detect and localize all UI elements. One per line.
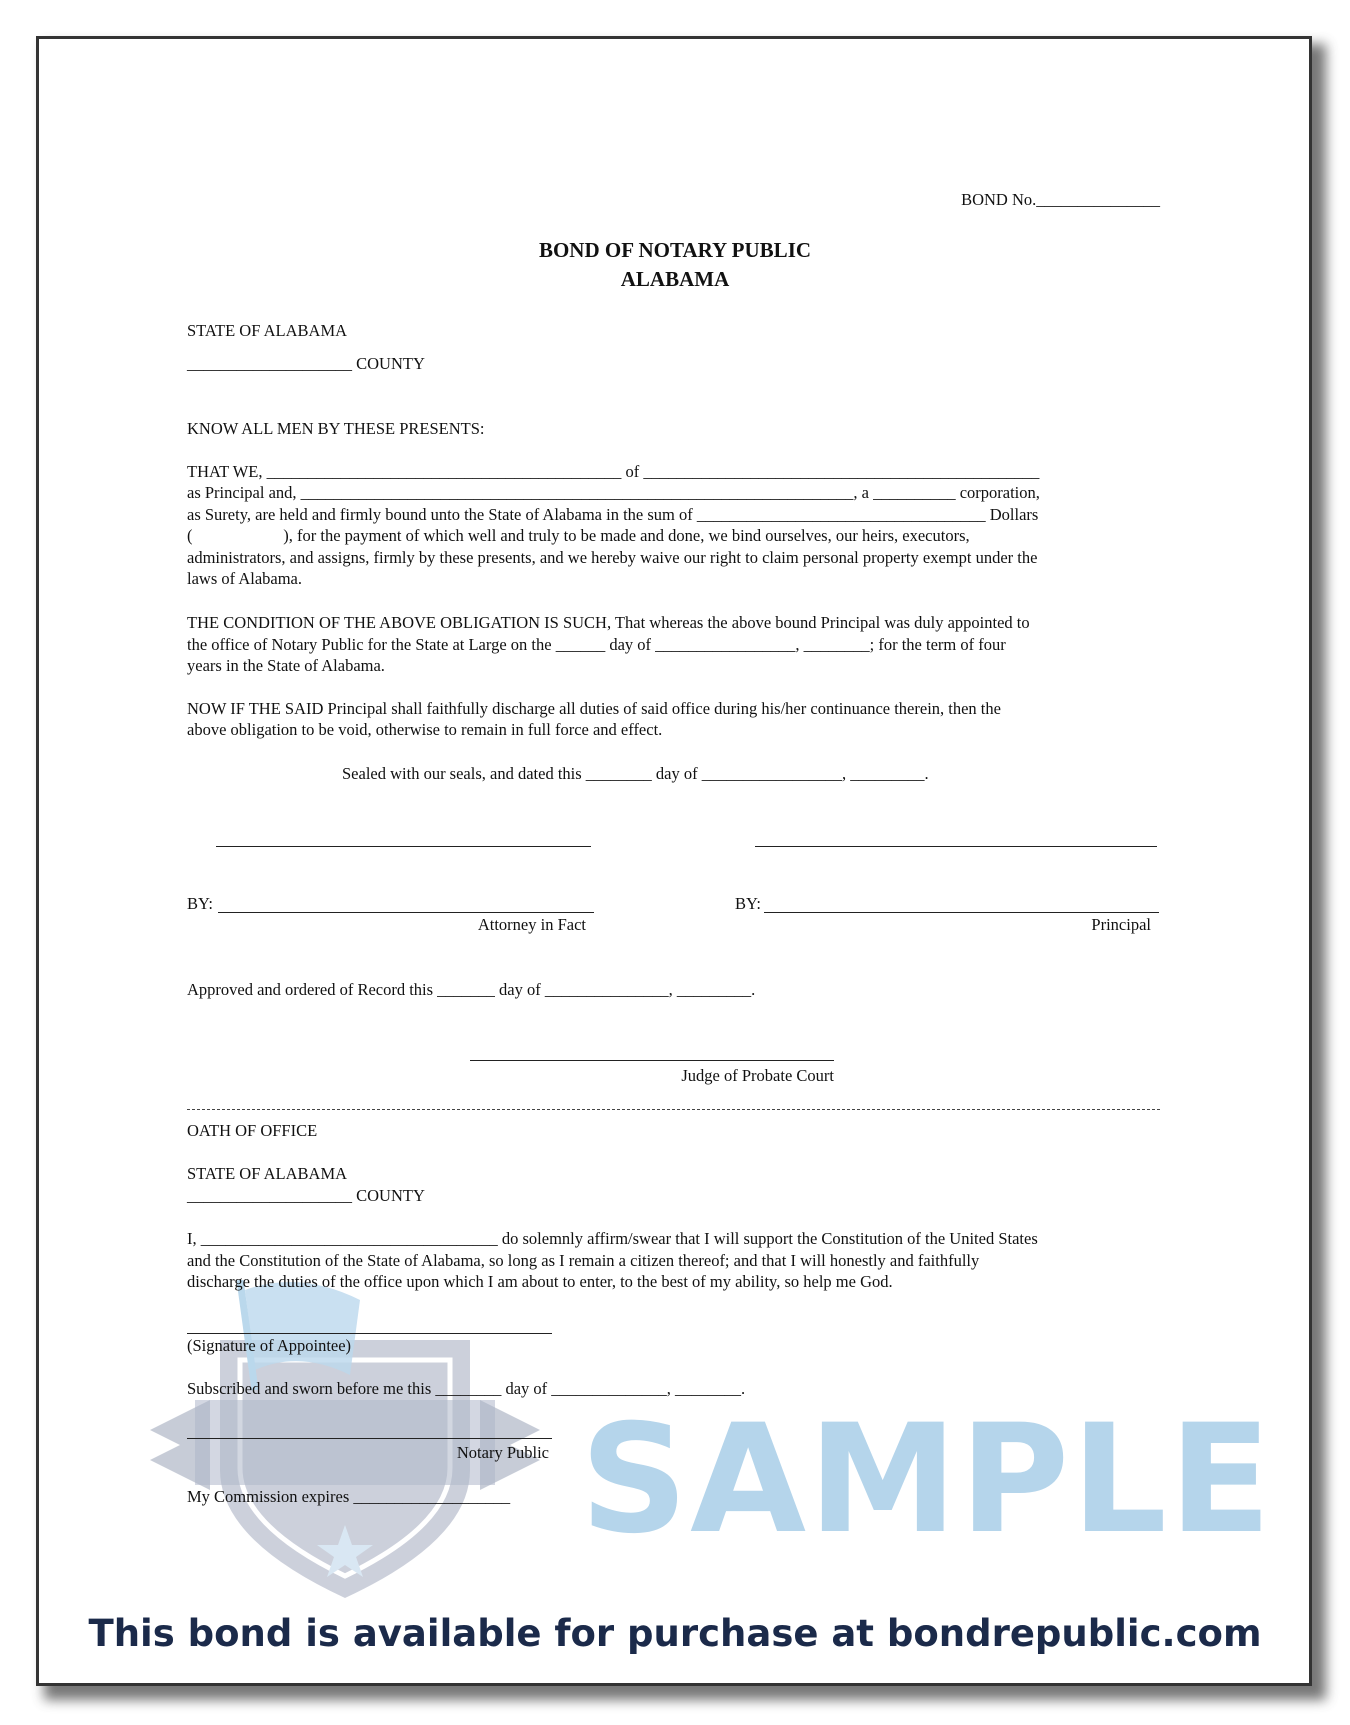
para-line: NOW IF THE SAID Principal shall faithfully discharge all duties of said office during his/her continuance therein, then the <box>187 699 1001 718</box>
sample-watermark: SAMPLE <box>580 1393 1274 1567</box>
judge-signature-line <box>470 1060 834 1061</box>
title: BOND OF NOTARY PUBLIC <box>538 238 812 262</box>
state-label: STATE OF ALABAMA <box>187 321 348 340</box>
para-line: THAT WE, ___________________________________________ of ________________________________________________ <box>187 462 1040 481</box>
notary-label: Notary Public <box>456 1443 549 1462</box>
para-line: as Surety, are held and firmly bound unto the State of Alabama in the sum of ___________________________________ Dollars <box>187 505 1039 524</box>
para-line: I, ____________________________________ do solemnly affirm/swear that I will support the Constitution of the United States <box>187 1229 1038 1248</box>
county-field: ____________________ COUNTY <box>187 354 425 373</box>
para-line: as Principal and, ___________________________________________________________________, a __________ corporation, <box>187 483 1040 502</box>
para-line: administrators, and assigns, firmly by these presents, and we hereby waive our right to claim personal property exempt under the <box>187 548 1038 567</box>
para-line: and the Constitution of the State of Alabama, so long as I remain a citizen thereof; and that I will honestly and faithfully <box>187 1251 980 1270</box>
purchase-footer: This bond is available for purchase at bondrepublic.com <box>88 1612 1262 1655</box>
para-line: discharge the duties of the office upon which I am about to enter, to the best of my ability, so help me God. <box>187 1272 893 1291</box>
oath-county: ____________________ COUNTY <box>187 1186 425 1205</box>
by-label-left: BY: <box>187 894 213 913</box>
by-label-right: BY: <box>735 894 761 913</box>
para-line: the office of Notary Public for the State at Large on the ______ day of _________________, ________; for the term of four <box>187 635 1006 654</box>
principal-signature-line <box>755 846 1157 847</box>
know-all-men: KNOW ALL MEN BY THESE PRESENTS: <box>187 419 485 438</box>
surety-signature-line <box>216 846 591 847</box>
appointee-signature-line <box>187 1333 552 1334</box>
appointee-label: (Signature of Appointee) <box>187 1336 352 1355</box>
para-line: ( ), for the payment of which well and truly to be made and done, we bind ourselves, our heirs, executors, <box>187 526 970 545</box>
para-line: years in the State of Alabama. <box>187 656 385 675</box>
oath-heading: OATH OF OFFICE <box>187 1121 318 1140</box>
by-line-right <box>764 912 1159 913</box>
para-line: THE CONDITION OF THE ABOVE OBLIGATION IS SUCH, That whereas the above bound Principal was duly appointed to <box>187 613 1030 632</box>
by-line-left <box>218 912 594 913</box>
principal-label: Principal <box>1091 915 1151 934</box>
para-line: above obligation to be void, otherwise to remain in full force and effect. <box>187 720 663 739</box>
sealed-line: Sealed with our seals, and dated this ________ day of _________________, _________. <box>342 764 929 783</box>
notary-signature-line <box>187 1438 552 1439</box>
commission-line: My Commission expires ___________________ <box>187 1487 511 1506</box>
bond-republic-logo <box>150 1280 540 1600</box>
subscribed-line: Subscribed and sworn before me this ________ day of ______________, ________. <box>187 1379 746 1398</box>
approved-line: Approved and ordered of Record this _______ day of _______________, _________. <box>187 980 756 999</box>
divider <box>187 1109 1160 1110</box>
bond-number: BOND No._______________ <box>961 190 1160 209</box>
attorney-in-fact-label: Attorney in Fact <box>477 915 586 934</box>
para-line: laws of Alabama. <box>187 569 303 588</box>
oath-state: STATE OF ALABAMA <box>187 1164 348 1183</box>
subtitle-state: ALABAMA <box>620 267 730 291</box>
judge-label: Judge of Probate Court <box>681 1066 834 1085</box>
